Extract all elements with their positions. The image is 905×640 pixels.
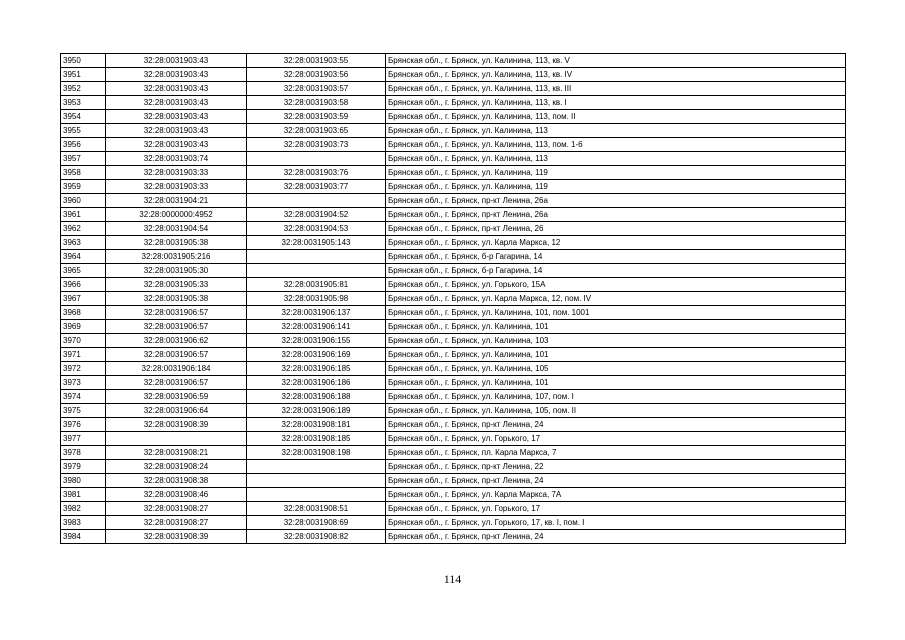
parcel-cadastral-number-cell: 32:28:0031904:54 xyxy=(106,222,247,236)
row-number-cell: 3964 xyxy=(61,250,106,264)
parcel-cadastral-number-cell: 32:28:0031903:43 xyxy=(106,54,247,68)
parcel-cadastral-number-cell: 32:28:0031903:74 xyxy=(106,152,247,166)
parcel-cadastral-number-cell: 32:28:0031908:39 xyxy=(106,530,247,544)
object-cadastral-number-cell: 32:28:0031904:53 xyxy=(247,222,386,236)
address-cell: Брянская обл., г. Брянск, ул. Калинина, 119 xyxy=(386,180,846,194)
registry-table xyxy=(60,53,846,544)
row-number-cell: 3954 xyxy=(61,110,106,124)
table-row xyxy=(61,208,846,222)
address-cell: Брянская обл., г. Брянск, пр-кт Ленина, 26а xyxy=(386,194,846,208)
address-cell: Брянская обл., г. Брянск, пр-кт Ленина, 26 xyxy=(386,222,846,236)
address-cell: Брянская обл., г. Брянск, ул. Горького, 17, кв. I, пом. I xyxy=(386,516,846,530)
object-cadastral-number-cell: 32:28:0031903:65 xyxy=(247,124,386,138)
address-cell: Брянская обл., г. Брянск, ул. Калинина, 113, кв. I xyxy=(386,96,846,110)
table-row xyxy=(61,166,846,180)
table-row xyxy=(61,516,846,530)
object-cadastral-number-cell xyxy=(247,474,386,488)
address-cell: Брянская обл., г. Брянск, ул. Калинина, 113 xyxy=(386,124,846,138)
row-number-cell: 3968 xyxy=(61,306,106,320)
row-number-cell: 3952 xyxy=(61,82,106,96)
address-cell: Брянская обл., г. Брянск, ул. Калинина, 103 xyxy=(386,334,846,348)
table-row xyxy=(61,292,846,306)
parcel-cadastral-number-cell: 32:28:0031906:64 xyxy=(106,404,247,418)
table-row xyxy=(61,460,846,474)
object-cadastral-number-cell: 32:28:0031903:56 xyxy=(247,68,386,82)
table-row xyxy=(61,152,846,166)
row-number-cell: 3973 xyxy=(61,376,106,390)
address-cell: Брянская обл., г. Брянск, ул. Калинина, 105, пом. II xyxy=(386,404,846,418)
parcel-cadastral-number-cell: 32:28:0031908:21 xyxy=(106,446,247,460)
parcel-cadastral-number-cell: 32:28:0031903:43 xyxy=(106,68,247,82)
object-cadastral-number-cell: 32:28:0031903:77 xyxy=(247,180,386,194)
row-number-cell: 3955 xyxy=(61,124,106,138)
parcel-cadastral-number-cell: 32:28:0031906:57 xyxy=(106,376,247,390)
row-number-cell: 3950 xyxy=(61,54,106,68)
parcel-cadastral-number-cell xyxy=(106,432,247,446)
parcel-cadastral-number-cell: 32:28:0031905:216 xyxy=(106,250,247,264)
address-cell: Брянская обл., г. Брянск, ул. Калинина, 113 xyxy=(386,152,846,166)
address-cell: Брянская обл., г. Брянск, ул. Калинина, 105 xyxy=(386,362,846,376)
address-cell: Брянская обл., г. Брянск, ул. Калинина, 101 xyxy=(386,376,846,390)
row-number-cell: 3961 xyxy=(61,208,106,222)
table-row xyxy=(61,502,846,516)
address-cell: Брянская обл., г. Брянск, ул. Карла Маркса, 7А xyxy=(386,488,846,502)
address-cell: Брянская обл., г. Брянск, б-р Гагарина, 14 xyxy=(386,264,846,278)
row-number-cell: 3962 xyxy=(61,222,106,236)
table-row xyxy=(61,236,846,250)
object-cadastral-number-cell: 32:28:0031906:155 xyxy=(247,334,386,348)
object-cadastral-number-cell: 32:28:0031908:82 xyxy=(247,530,386,544)
object-cadastral-number-cell: 32:28:0031904:52 xyxy=(247,208,386,222)
row-number-cell: 3971 xyxy=(61,348,106,362)
object-cadastral-number-cell: 32:28:0031903:58 xyxy=(247,96,386,110)
object-cadastral-number-cell: 32:28:0031908:185 xyxy=(247,432,386,446)
row-number-cell: 3981 xyxy=(61,488,106,502)
object-cadastral-number-cell: 32:28:0031903:76 xyxy=(247,166,386,180)
table-row xyxy=(61,390,846,404)
parcel-cadastral-number-cell: 32:28:0031908:27 xyxy=(106,502,247,516)
parcel-cadastral-number-cell: 32:28:0031904:21 xyxy=(106,194,247,208)
object-cadastral-number-cell xyxy=(247,250,386,264)
parcel-cadastral-number-cell: 32:28:0031906:184 xyxy=(106,362,247,376)
row-number-cell: 3975 xyxy=(61,404,106,418)
object-cadastral-number-cell: 32:28:0031908:51 xyxy=(247,502,386,516)
parcel-cadastral-number-cell: 32:28:0031908:24 xyxy=(106,460,247,474)
row-number-cell: 3979 xyxy=(61,460,106,474)
row-number-cell: 3977 xyxy=(61,432,106,446)
parcel-cadastral-number-cell: 32:28:0031908:46 xyxy=(106,488,247,502)
object-cadastral-number-cell xyxy=(247,460,386,474)
row-number-cell: 3980 xyxy=(61,474,106,488)
table-row xyxy=(61,306,846,320)
parcel-cadastral-number-cell: 32:28:0031906:57 xyxy=(106,306,247,320)
object-cadastral-number-cell: 32:28:0031905:81 xyxy=(247,278,386,292)
address-cell: Брянская обл., г. Брянск, пр-кт Ленина, 22 xyxy=(386,460,846,474)
object-cadastral-number-cell: 32:28:0031906:137 xyxy=(247,306,386,320)
object-cadastral-number-cell: 32:28:0031905:98 xyxy=(247,292,386,306)
object-cadastral-number-cell: 32:28:0031906:186 xyxy=(247,376,386,390)
row-number-cell: 3951 xyxy=(61,68,106,82)
object-cadastral-number-cell: 32:28:0031908:181 xyxy=(247,418,386,432)
object-cadastral-number-cell: 32:28:0031906:188 xyxy=(247,390,386,404)
parcel-cadastral-number-cell: 32:28:0031906:59 xyxy=(106,390,247,404)
parcel-cadastral-number-cell: 32:28:0000000:4952 xyxy=(106,208,247,222)
row-number-cell: 3976 xyxy=(61,418,106,432)
table-row xyxy=(61,348,846,362)
row-number-cell: 3967 xyxy=(61,292,106,306)
parcel-cadastral-number-cell: 32:28:0031908:38 xyxy=(106,474,247,488)
address-cell: Брянская обл., г. Брянск, ул. Карла Маркса, 12 xyxy=(386,236,846,250)
address-cell: Брянская обл., г. Брянск, ул. Калинина, 113, кв. III xyxy=(386,82,846,96)
row-number-cell: 3983 xyxy=(61,516,106,530)
object-cadastral-number-cell xyxy=(247,488,386,502)
table-row xyxy=(61,432,846,446)
row-number-cell: 3984 xyxy=(61,530,106,544)
object-cadastral-number-cell xyxy=(247,264,386,278)
address-cell: Брянская обл., г. Брянск, ул. Калинина, 101, пом. 1001 xyxy=(386,306,846,320)
table-row xyxy=(61,362,846,376)
table-row xyxy=(61,222,846,236)
parcel-cadastral-number-cell: 32:28:0031908:27 xyxy=(106,516,247,530)
row-number-cell: 3978 xyxy=(61,446,106,460)
address-cell: Брянская обл., г. Брянск, ул. Калинина, 113, кв. V xyxy=(386,54,846,68)
parcel-cadastral-number-cell: 32:28:0031908:39 xyxy=(106,418,247,432)
address-cell: Брянская обл., г. Брянск, пр-кт Ленина, 24 xyxy=(386,530,846,544)
parcel-cadastral-number-cell: 32:28:0031906:57 xyxy=(106,348,247,362)
object-cadastral-number-cell: 32:28:0031905:143 xyxy=(247,236,386,250)
row-number-cell: 3969 xyxy=(61,320,106,334)
row-number-cell: 3958 xyxy=(61,166,106,180)
object-cadastral-number-cell: 32:28:0031908:69 xyxy=(247,516,386,530)
parcel-cadastral-number-cell: 32:28:0031903:43 xyxy=(106,96,247,110)
address-cell: Брянская обл., г. Брянск, ул. Калинина, 101 xyxy=(386,320,846,334)
address-cell: Брянская обл., г. Брянск, ул. Калинина, 107, пом. I xyxy=(386,390,846,404)
table-row xyxy=(61,264,846,278)
table-row xyxy=(61,278,846,292)
parcel-cadastral-number-cell: 32:28:0031905:38 xyxy=(106,292,247,306)
table-row xyxy=(61,418,846,432)
row-number-cell: 3963 xyxy=(61,236,106,250)
address-cell: Брянская обл., г. Брянск, ул. Карла Маркса, 12, пом. IV xyxy=(386,292,846,306)
address-cell: Брянская обл., г. Брянск, ул. Калинина, 113, кв. IV xyxy=(386,68,846,82)
parcel-cadastral-number-cell: 32:28:0031903:33 xyxy=(106,180,247,194)
row-number-cell: 3959 xyxy=(61,180,106,194)
table-row xyxy=(61,194,846,208)
parcel-cadastral-number-cell: 32:28:0031903:43 xyxy=(106,82,247,96)
address-cell: Брянская обл., г. Брянск, пр-кт Ленина, 24 xyxy=(386,474,846,488)
row-number-cell: 3953 xyxy=(61,96,106,110)
row-number-cell: 3972 xyxy=(61,362,106,376)
parcel-cadastral-number-cell: 32:28:0031903:43 xyxy=(106,124,247,138)
table-row xyxy=(61,96,846,110)
row-number-cell: 3966 xyxy=(61,278,106,292)
parcel-cadastral-number-cell: 32:28:0031906:62 xyxy=(106,334,247,348)
table-row xyxy=(61,488,846,502)
parcel-cadastral-number-cell: 32:28:0031905:30 xyxy=(106,264,247,278)
table-row xyxy=(61,110,846,124)
address-cell: Брянская обл., г. Брянск, ул. Калинина, 113, пом. 1-6 xyxy=(386,138,846,152)
address-cell: Брянская обл., г. Брянск, б-р Гагарина, 14 xyxy=(386,250,846,264)
row-number-cell: 3982 xyxy=(61,502,106,516)
address-cell: Брянская обл., г. Брянск, ул. Калинина, 119 xyxy=(386,166,846,180)
parcel-cadastral-number-cell: 32:28:0031905:38 xyxy=(106,236,247,250)
table-row xyxy=(61,376,846,390)
row-number-cell: 3974 xyxy=(61,390,106,404)
table-row xyxy=(61,474,846,488)
page-number: 114 xyxy=(443,572,462,586)
object-cadastral-number-cell: 32:28:0031906:169 xyxy=(247,348,386,362)
object-cadastral-number-cell: 32:28:0031906:185 xyxy=(247,362,386,376)
row-number-cell: 3956 xyxy=(61,138,106,152)
parcel-cadastral-number-cell: 32:28:0031905:33 xyxy=(106,278,247,292)
address-cell: Брянская обл., г. Брянск, пл. Карла Маркса, 7 xyxy=(386,446,846,460)
parcel-cadastral-number-cell: 32:28:0031903:43 xyxy=(106,138,247,152)
table-row xyxy=(61,530,846,544)
row-number-cell: 3960 xyxy=(61,194,106,208)
address-cell: Брянская обл., г. Брянск, пр-кт Ленина, 26а xyxy=(386,208,846,222)
row-number-cell: 3957 xyxy=(61,152,106,166)
table-row xyxy=(61,334,846,348)
address-cell: Брянская обл., г. Брянск, пр-кт Ленина, 24 xyxy=(386,418,846,432)
registry-table-body xyxy=(61,54,846,544)
object-cadastral-number-cell xyxy=(247,194,386,208)
table-row xyxy=(61,320,846,334)
parcel-cadastral-number-cell: 32:28:0031906:57 xyxy=(106,320,247,334)
address-cell: Брянская обл., г. Брянск, ул. Горького, 15А xyxy=(386,278,846,292)
table-row xyxy=(61,82,846,96)
object-cadastral-number-cell: 32:28:0031908:198 xyxy=(247,446,386,460)
row-number-cell: 3970 xyxy=(61,334,106,348)
table-row xyxy=(61,446,846,460)
table-row xyxy=(61,404,846,418)
address-cell: Брянская обл., г. Брянск, ул. Калинина, 101 xyxy=(386,348,846,362)
parcel-cadastral-number-cell: 32:28:0031903:43 xyxy=(106,110,247,124)
object-cadastral-number-cell: 32:28:0031906:141 xyxy=(247,320,386,334)
object-cadastral-number-cell: 32:28:0031903:57 xyxy=(247,82,386,96)
table-row xyxy=(61,138,846,152)
table-row xyxy=(61,250,846,264)
table-row xyxy=(61,68,846,82)
table-row xyxy=(61,124,846,138)
table-row xyxy=(61,180,846,194)
object-cadastral-number-cell xyxy=(247,152,386,166)
address-cell: Брянская обл., г. Брянск, ул. Калинина, 113, пом. II xyxy=(386,110,846,124)
table-row xyxy=(61,54,846,68)
object-cadastral-number-cell: 32:28:0031903:55 xyxy=(247,54,386,68)
parcel-cadastral-number-cell: 32:28:0031903:33 xyxy=(106,166,247,180)
row-number-cell: 3965 xyxy=(61,264,106,278)
object-cadastral-number-cell: 32:28:0031906:189 xyxy=(247,404,386,418)
object-cadastral-number-cell: 32:28:0031903:73 xyxy=(247,138,386,152)
address-cell: Брянская обл., г. Брянск, ул. Горького, 17 xyxy=(386,502,846,516)
address-cell: Брянская обл., г. Брянск, ул. Горького, 17 xyxy=(386,432,846,446)
object-cadastral-number-cell: 32:28:0031903:59 xyxy=(247,110,386,124)
